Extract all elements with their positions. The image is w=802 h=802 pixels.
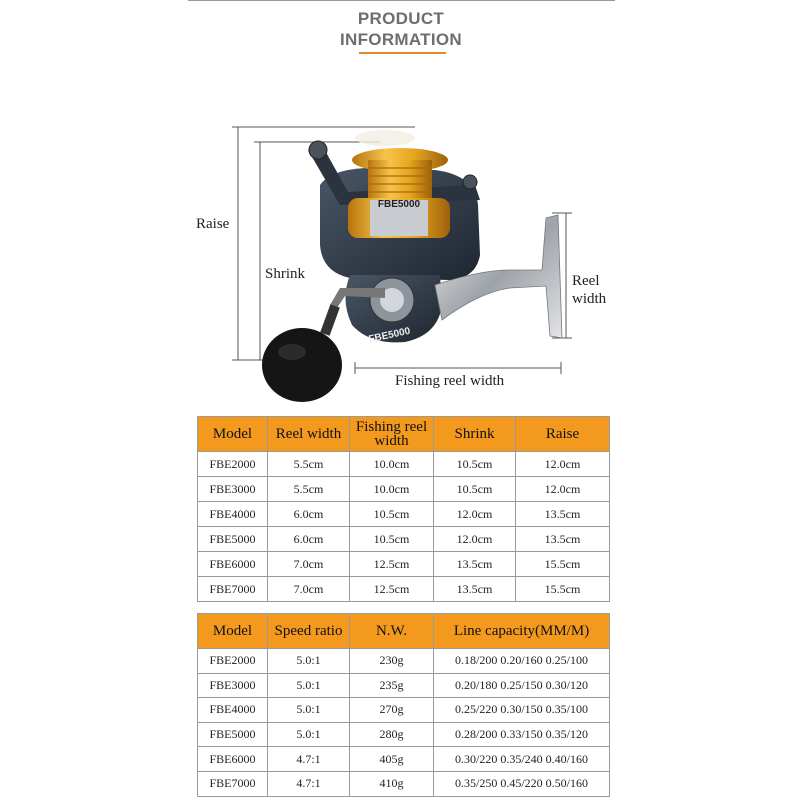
- title-underline: [359, 52, 446, 54]
- cell-raise: 15.5cm: [516, 577, 610, 602]
- cell-model: FBE5000: [198, 722, 268, 747]
- cell-model: FBE6000: [198, 747, 268, 772]
- header-net-weight: N.W.: [350, 614, 434, 649]
- spec-table: [197, 613, 610, 797]
- size-table: [197, 416, 610, 602]
- cell-model: FBE7000: [198, 771, 268, 796]
- cell-model: FBE3000: [198, 673, 268, 698]
- reel-illustration: [180, 110, 630, 410]
- cell-reel-width: 7.0cm: [268, 577, 350, 602]
- body-model-text: FBE5000: [367, 325, 412, 346]
- cell-line-capacity: 0.25/220 0.30/150 0.35/100: [434, 698, 610, 723]
- header-shrink: Shrink: [434, 417, 516, 452]
- reel-diagram: [180, 110, 630, 410]
- cell-model: FBE5000: [198, 527, 268, 552]
- cell-speed-ratio: 5.0:1: [268, 649, 350, 674]
- cell-model: FBE3000: [198, 477, 268, 502]
- title-line-1: PRODUCT: [357, 9, 445, 28]
- cell-shrink: 13.5cm: [434, 577, 516, 602]
- table-row: [198, 771, 610, 796]
- table-row: [198, 502, 610, 527]
- cell-model: FBE7000: [198, 577, 268, 602]
- label-reel-width-line2: width: [572, 291, 607, 307]
- cell-model: FBE2000: [198, 649, 268, 674]
- label-shrink: Shrink: [265, 266, 306, 282]
- cell-reel-width: 5.5cm: [268, 477, 350, 502]
- cell-reel-width: 5.5cm: [268, 452, 350, 477]
- table-row: [198, 673, 610, 698]
- cell-fishing-reel-width: 12.5cm: [350, 577, 434, 602]
- cell-shrink: 13.5cm: [434, 552, 516, 577]
- header-fishing-reel-width: Fishing reel width: [350, 417, 434, 452]
- page-title: [0, 8, 802, 50]
- table-row: [198, 698, 610, 723]
- header-model: Model: [198, 417, 268, 452]
- cell-line-capacity: 0.20/180 0.25/150 0.30/120: [434, 673, 610, 698]
- cell-fishing-reel-width: 10.0cm: [350, 452, 434, 477]
- header-speed-ratio: Speed ratio: [268, 614, 350, 649]
- table-row: [198, 527, 610, 552]
- table-row: [198, 722, 610, 747]
- spec-table-header-row: [198, 614, 610, 649]
- cell-fishing-reel-width: 12.5cm: [350, 552, 434, 577]
- table-row: [198, 552, 610, 577]
- cell-net-weight: 270g: [350, 698, 434, 723]
- cell-speed-ratio: 5.0:1: [268, 722, 350, 747]
- cell-speed-ratio: 4.7:1: [268, 747, 350, 772]
- cell-raise: 15.5cm: [516, 552, 610, 577]
- cell-net-weight: 280g: [350, 722, 434, 747]
- cell-reel-width: 7.0cm: [268, 552, 350, 577]
- handle-knob: [262, 328, 342, 402]
- label-reel-width-line1: Reel: [572, 273, 600, 289]
- table-row: [198, 452, 610, 477]
- cell-line-capacity: 0.18/200 0.20/160 0.25/100: [434, 649, 610, 674]
- cell-line-capacity: 0.28/200 0.33/150 0.35/120: [434, 722, 610, 747]
- cell-net-weight: 405g: [350, 747, 434, 772]
- cell-model: FBE4000: [198, 502, 268, 527]
- title-line-2: INFORMATION: [340, 30, 462, 49]
- size-table-header-row: [198, 417, 610, 452]
- label-reel-width: [572, 272, 606, 308]
- cell-model: FBE4000: [198, 698, 268, 723]
- label-raise: Raise: [196, 216, 230, 232]
- spool: [368, 160, 432, 200]
- cell-shrink: 12.0cm: [434, 527, 516, 552]
- cell-line-capacity: 0.30/220 0.35/240 0.40/160: [434, 747, 610, 772]
- cell-speed-ratio: 4.7:1: [268, 771, 350, 796]
- cell-fishing-reel-width: 10.5cm: [350, 502, 434, 527]
- header-model: Model: [198, 614, 268, 649]
- cell-shrink: 10.5cm: [434, 477, 516, 502]
- cell-reel-width: 6.0cm: [268, 527, 350, 552]
- cell-model: FBE2000: [198, 452, 268, 477]
- table-row: [198, 477, 610, 502]
- cell-fishing-reel-width: 10.0cm: [350, 477, 434, 502]
- header-reel-width: Reel width: [268, 417, 350, 452]
- cell-net-weight: 235g: [350, 673, 434, 698]
- spool-model-text: FBE5000: [377, 199, 421, 210]
- cell-raise: 12.0cm: [516, 452, 610, 477]
- label-fishing-reel-width: Fishing reel width: [395, 373, 505, 389]
- cell-speed-ratio: 5.0:1: [268, 698, 350, 723]
- cell-line-capacity: 0.35/250 0.45/220 0.50/160: [434, 771, 610, 796]
- cell-raise: 13.5cm: [516, 527, 610, 552]
- header-raise: Raise: [516, 417, 610, 452]
- cell-raise: 13.5cm: [516, 502, 610, 527]
- top-divider: [188, 0, 615, 1]
- header-line-capacity: Line capacity(MM/M): [434, 614, 610, 649]
- cell-shrink: 12.0cm: [434, 502, 516, 527]
- cell-net-weight: 410g: [350, 771, 434, 796]
- table-row: [198, 747, 610, 772]
- cell-fishing-reel-width: 10.5cm: [350, 527, 434, 552]
- cell-net-weight: 230g: [350, 649, 434, 674]
- cell-model: FBE6000: [198, 552, 268, 577]
- cell-shrink: 10.5cm: [434, 452, 516, 477]
- cell-reel-width: 6.0cm: [268, 502, 350, 527]
- cell-speed-ratio: 5.0:1: [268, 673, 350, 698]
- table-row: [198, 649, 610, 674]
- table-row: [198, 577, 610, 602]
- cell-raise: 12.0cm: [516, 477, 610, 502]
